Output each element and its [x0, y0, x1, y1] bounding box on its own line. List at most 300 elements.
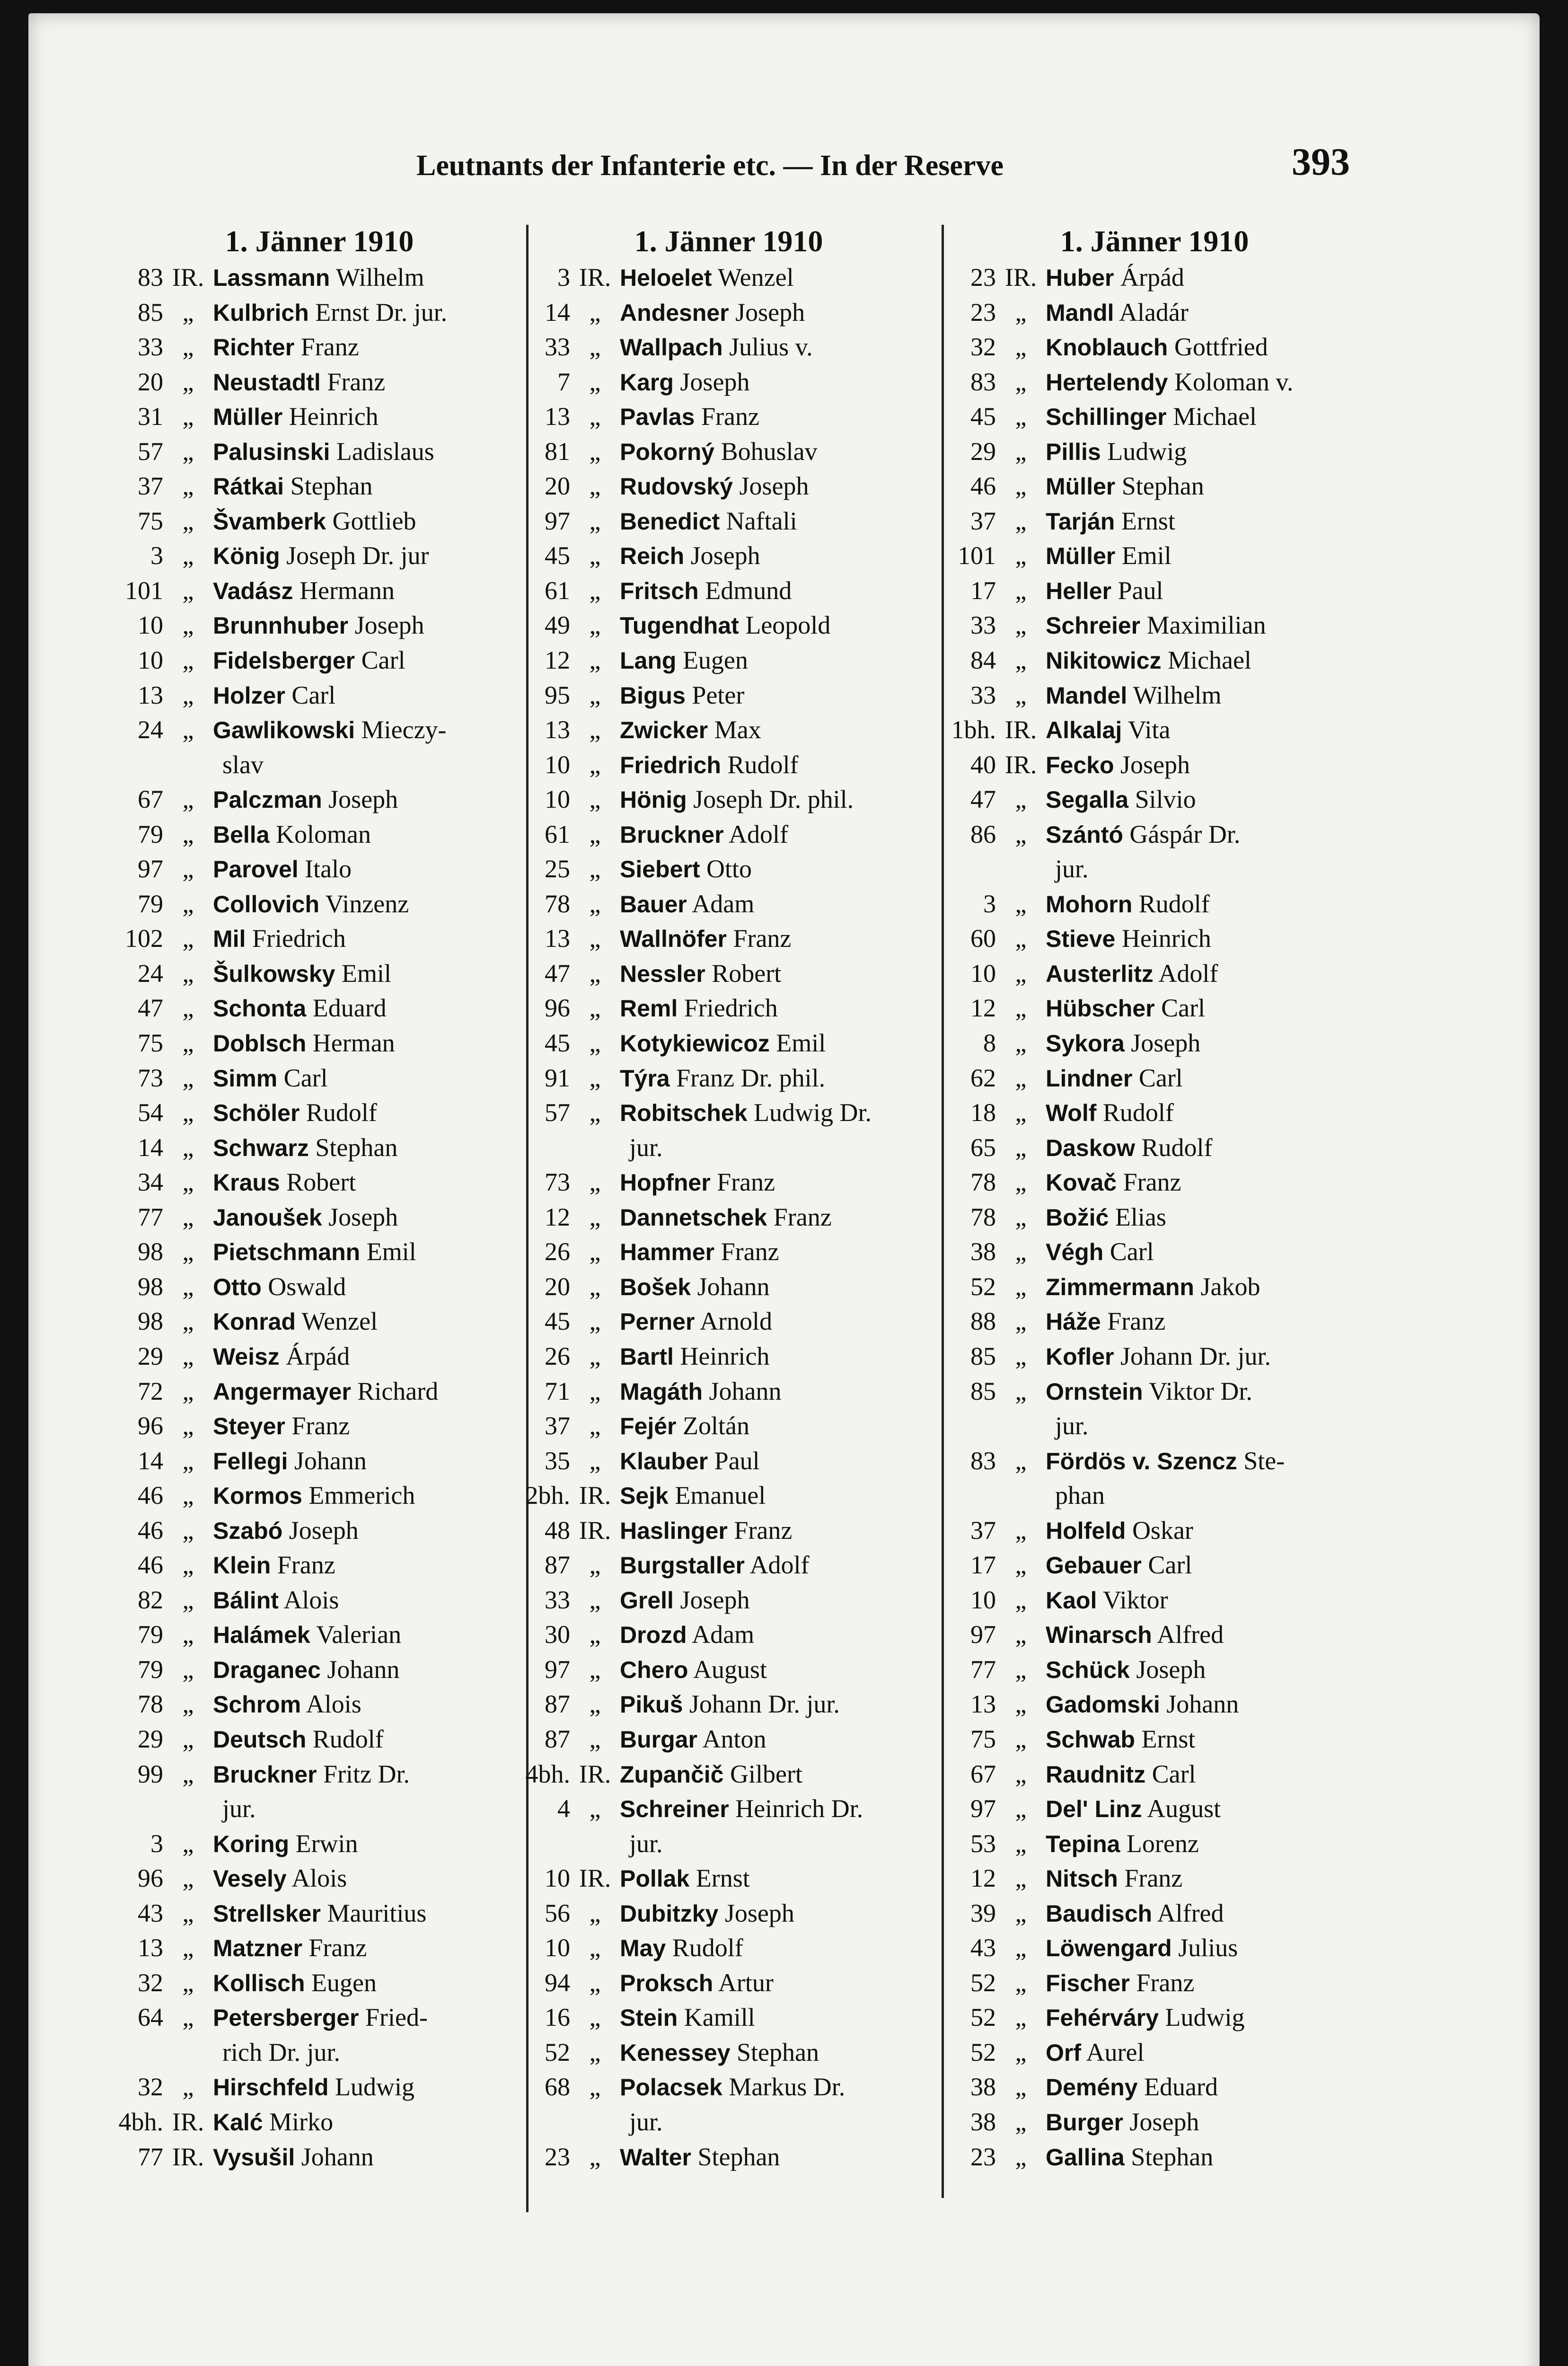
regiment-number: 10 [545, 750, 570, 779]
regiment-number: 96 [138, 1864, 163, 1893]
given-name: Johann [320, 1655, 400, 1684]
given-name: Julius [1172, 1933, 1238, 1962]
list-item [114, 1095, 525, 1130]
unit-mark: „ [589, 2038, 601, 2066]
regiment-number: 40 [970, 750, 996, 779]
given-name: Mirko [263, 2107, 334, 2136]
surname: Gadomski [1046, 1691, 1160, 1718]
given-name: Joseph [348, 611, 424, 640]
given-name: jur. [629, 1829, 663, 1858]
regiment-number: 101 [958, 541, 996, 570]
list-item [520, 1513, 937, 1548]
regiment-number: 46 [138, 1481, 163, 1510]
given-name: Paul [1111, 576, 1163, 605]
surname: Háže [1046, 1308, 1101, 1335]
regiment-number: 98 [138, 1307, 163, 1336]
given-name: Carl [285, 680, 336, 709]
surname: Andesner [620, 299, 729, 326]
regiment-number: 64 [138, 2003, 163, 2032]
regiment-number: 52 [970, 1272, 996, 1301]
surname: Zimmermann [1046, 1273, 1194, 1300]
unit-mark: „ [182, 333, 194, 362]
surname: Hirschfeld [213, 2074, 329, 2101]
given-name: Eduard [1137, 2073, 1218, 2101]
list-item [520, 921, 937, 956]
surname: Hönig [620, 786, 687, 813]
unit-mark: „ [1015, 2003, 1027, 2032]
unit-mark: „ [182, 1620, 194, 1649]
given-name: Ludwig [1159, 2003, 1245, 2032]
unit-mark: „ [182, 1342, 194, 1370]
list-item [520, 1861, 937, 1896]
regiment-number: 32 [138, 1968, 163, 1997]
surname: Mandel [1046, 682, 1128, 709]
surname: Vadász [213, 577, 293, 604]
given-name: Wilhelm [330, 263, 424, 291]
list-item [946, 399, 1363, 434]
unit-mark: IR. [1004, 715, 1037, 744]
list-item [114, 2140, 525, 2175]
given-name: Johann Dr. jur. [1114, 1342, 1271, 1370]
regiment-number: 71 [545, 1377, 570, 1405]
list-item [946, 1061, 1363, 1096]
unit-mark: „ [1015, 1724, 1027, 1753]
surname: Bartl [620, 1343, 674, 1370]
unit-mark: „ [1015, 1690, 1027, 1719]
list-item [520, 1130, 937, 1165]
regiment-number: 23 [970, 263, 996, 291]
regiment-number: 46 [138, 1551, 163, 1580]
given-name: jur. [222, 1794, 256, 1823]
surname: Janoušek [213, 1204, 322, 1231]
given-name: Edmund [698, 576, 792, 605]
regiment-number: 75 [138, 506, 163, 535]
given-name: Johann [691, 1272, 770, 1301]
given-name: August [1142, 1794, 1221, 1823]
unit-mark: „ [1015, 646, 1027, 675]
given-name: Rudolf [1096, 1098, 1174, 1127]
surname: Bauer [620, 891, 687, 918]
unit-mark: „ [1015, 1968, 1027, 1997]
regiment-number: 78 [970, 1202, 996, 1231]
unit-mark: „ [589, 959, 601, 988]
regiment-number: 45 [545, 1307, 570, 1336]
given-name: jur. [1055, 1412, 1089, 1440]
regiment-number: 43 [138, 1898, 163, 1927]
list-item [520, 1652, 937, 1687]
regiment-number: 12 [545, 1202, 570, 1231]
surname: Szántó [1046, 821, 1123, 848]
given-name: Silvio [1128, 785, 1196, 814]
regiment-number: 97 [970, 1794, 996, 1823]
regiment-number: 13 [970, 1690, 996, 1719]
given-name: Fritz Dr. [317, 1759, 410, 1788]
surname: Pillis [1046, 438, 1101, 465]
regiment-number: 78 [970, 1168, 996, 1197]
given-name: Franz [695, 402, 759, 431]
given-name: Carl [355, 646, 405, 675]
surname: Tarján [1046, 508, 1115, 535]
given-name: Joseph [1123, 2107, 1199, 2136]
unit-mark: „ [1015, 680, 1027, 709]
given-name: Rudolf [1132, 889, 1210, 918]
given-name: Alois [301, 1690, 361, 1719]
surname: Rátkai [213, 473, 284, 500]
list-item [114, 1757, 525, 1792]
list-item [114, 1130, 525, 1165]
given-name: Joseph [322, 785, 398, 814]
list-item [114, 574, 525, 609]
surname: Bálint [213, 1587, 279, 1614]
regiment-number: 77 [970, 1655, 996, 1684]
unit-mark: „ [182, 994, 194, 1023]
surname: Dannetschek [620, 1204, 767, 1231]
regiment-number: 33 [970, 680, 996, 709]
list-item [114, 330, 525, 365]
unit-mark: „ [1015, 1759, 1027, 1788]
surname: Stieve [1046, 926, 1116, 953]
surname: Šulkowsky [213, 960, 335, 987]
surname: Wallpach [620, 334, 723, 361]
given-name: Paul [708, 1446, 760, 1475]
list-item [114, 1931, 525, 1966]
given-name: Max [708, 715, 761, 744]
unit-mark: „ [589, 1446, 601, 1475]
regiment-number: 60 [970, 924, 996, 953]
list-item [114, 1478, 525, 1513]
surname: Doblsch [213, 1030, 307, 1057]
unit-mark: „ [1015, 506, 1027, 535]
regiment-number: 38 [970, 1237, 996, 1266]
list-item [946, 295, 1363, 330]
surname: Konrad [213, 1308, 296, 1335]
surname: Holfeld [1046, 1517, 1126, 1544]
surname: Nikitowicz [1046, 647, 1162, 674]
surname: Schonta [213, 995, 307, 1022]
list-item [520, 1026, 937, 1061]
given-name: Adolf [1153, 959, 1218, 988]
given-name: Franz [1101, 1307, 1166, 1336]
list-item [520, 713, 937, 748]
given-name: Wenzel [296, 1307, 378, 1336]
regiment-number: 4bh. [118, 2107, 163, 2136]
unit-mark: „ [1015, 576, 1027, 605]
list-item [520, 678, 937, 713]
regiment-number: 12 [970, 1864, 996, 1893]
list-item [520, 2035, 937, 2070]
regiment-number: 43 [970, 1933, 996, 1962]
regiment-number: 10 [970, 959, 996, 988]
list-item [114, 817, 525, 852]
unit-mark: „ [182, 1829, 194, 1858]
surname: Heller [1046, 577, 1111, 604]
list-item [114, 2000, 525, 2035]
given-name: Stephan [1124, 2142, 1214, 2171]
list-item [946, 1652, 1363, 1687]
unit-mark: „ [589, 1585, 601, 1614]
list-item [946, 887, 1363, 922]
list-item [946, 1444, 1363, 1479]
unit-mark: „ [589, 298, 601, 327]
surname: Vesely [213, 1865, 287, 1892]
given-name: Carl [1132, 1063, 1183, 1092]
list-item [520, 1757, 937, 1792]
given-name: Stephan [284, 472, 373, 501]
unit-mark: „ [589, 2003, 601, 2032]
surname: Ornstein [1046, 1378, 1143, 1405]
regiment-number: 85 [970, 1342, 996, 1370]
unit-mark: „ [589, 1098, 601, 1127]
surname: Pollak [620, 1865, 690, 1892]
unit-mark: „ [1015, 924, 1027, 953]
unit-mark: „ [182, 1516, 194, 1545]
list-item [946, 1548, 1363, 1583]
surname: Reml [620, 995, 678, 1022]
regiment-number: 87 [545, 1724, 570, 1753]
unit-mark: „ [589, 1551, 601, 1580]
unit-mark: IR. [579, 263, 611, 291]
regiment-number: 45 [970, 402, 996, 431]
surname: Deutsch [213, 1726, 307, 1753]
unit-mark: „ [182, 1412, 194, 1440]
surname: Stein [620, 2004, 678, 2031]
unit-mark: „ [589, 1933, 601, 1962]
surname: Kraus [213, 1169, 280, 1196]
given-name: Franz [727, 1516, 793, 1545]
list-item [114, 782, 525, 817]
given-name: Joseph Dr. jur [280, 541, 429, 570]
surname: Gawlikowski [213, 717, 355, 744]
regiment-number: 88 [970, 1307, 996, 1336]
unit-mark: „ [182, 959, 194, 988]
unit-mark: „ [589, 994, 601, 1023]
unit-mark: „ [182, 680, 194, 709]
list-item [114, 956, 525, 991]
regiment-number: 37 [970, 506, 996, 535]
list-item [520, 1583, 937, 1618]
regiment-number: 62 [970, 1063, 996, 1092]
regiment-number: 37 [138, 472, 163, 501]
regiment-number: 79 [138, 820, 163, 848]
list-item [114, 1513, 525, 1548]
list-item [946, 1617, 1363, 1652]
regiment-number: 47 [970, 785, 996, 814]
regiment-number: 86 [970, 820, 996, 848]
list-item [114, 921, 525, 956]
surname: Klauber [620, 1448, 708, 1474]
regiment-number: 83 [970, 1446, 996, 1475]
given-name: Franz [294, 333, 359, 362]
given-name: Adolf [744, 1551, 810, 1580]
surname: Rudovský [620, 473, 733, 500]
unit-mark: „ [589, 472, 601, 501]
surname: Schwarz [213, 1134, 309, 1161]
unit-mark: „ [1015, 889, 1027, 918]
regiment-number: 78 [545, 889, 570, 918]
unit-mark: „ [1015, 1237, 1027, 1266]
surname: Palczman [213, 786, 322, 813]
surname: Sykora [1046, 1030, 1125, 1057]
unit-mark: IR. [172, 263, 204, 291]
unit-mark: „ [1015, 333, 1027, 362]
regiment-number: 102 [125, 924, 163, 953]
unit-mark: IR. [579, 1759, 611, 1788]
regiment-number: 10 [138, 646, 163, 675]
given-name: Jakob [1194, 1272, 1260, 1301]
surname: Strellsker [213, 1900, 321, 1927]
surname: Nessler [620, 960, 705, 987]
regiment-number: 18 [970, 1098, 996, 1127]
unit-mark: „ [589, 1307, 601, 1336]
given-name: Viktor [1097, 1585, 1168, 1614]
regiment-number: 29 [138, 1724, 163, 1753]
surname: Fischer [1046, 1969, 1130, 1996]
unit-mark: „ [1015, 1655, 1027, 1684]
unit-mark: „ [182, 1237, 194, 1266]
surname: Fehérváry [1046, 2004, 1159, 2031]
unit-mark: „ [182, 1098, 194, 1127]
list-item [114, 1339, 525, 1374]
regiment-number: 96 [545, 994, 570, 1023]
surname: Mandl [1046, 299, 1114, 326]
surname: Lindner [1046, 1065, 1133, 1092]
given-name: Naftali [720, 506, 797, 535]
surname: Halámek [213, 1622, 310, 1649]
unit-mark: „ [589, 1168, 601, 1197]
list-item [520, 1339, 937, 1374]
surname: Mohorn [1046, 891, 1133, 918]
list-item [114, 260, 525, 295]
surname: Vysušil [213, 2144, 295, 2171]
list-item [946, 1722, 1363, 1757]
list-item [114, 1617, 525, 1652]
list-item [114, 713, 525, 748]
list-item [946, 1270, 1363, 1305]
list-item [946, 748, 1363, 783]
list-item [946, 1200, 1363, 1235]
list-item [114, 1026, 525, 1061]
column-rows [520, 260, 937, 2174]
regiment-number: 46 [970, 472, 996, 501]
unit-mark: „ [1015, 1551, 1027, 1580]
unit-mark: „ [182, 367, 194, 396]
surname: Friedrich [620, 751, 721, 778]
surname: Angermayer [213, 1378, 351, 1405]
given-name: Herman [306, 1029, 395, 1058]
regiment-number: 10 [138, 611, 163, 640]
list-item [520, 2105, 937, 2140]
unit-mark: „ [1015, 994, 1027, 1023]
list-item [520, 991, 937, 1026]
given-name: Joseph [673, 1585, 750, 1614]
list-item [114, 1200, 525, 1235]
surname: Sejk [620, 1483, 669, 1510]
column-rows [114, 260, 525, 2174]
regiment-number: 52 [545, 2038, 570, 2066]
regiment-number: 16 [545, 2003, 570, 2032]
list-item [520, 1200, 937, 1235]
regiment-number: 17 [970, 576, 996, 605]
surname: Végh [1046, 1239, 1104, 1266]
regiment-number: 97 [970, 1620, 996, 1649]
list-item [520, 399, 937, 434]
list-item [520, 504, 937, 539]
surname: Schück [1046, 1656, 1130, 1683]
list-item [946, 1409, 1363, 1444]
unit-mark: „ [589, 2073, 601, 2101]
given-name: Ernst [1115, 506, 1175, 535]
surname: Kovač [1046, 1169, 1117, 1196]
regiment-number: 57 [545, 1098, 570, 1127]
unit-mark: „ [1015, 402, 1027, 431]
regiment-number: 67 [138, 785, 163, 814]
given-name: Árpád [279, 1342, 350, 1370]
surname: Burgar [620, 1726, 697, 1753]
list-item [946, 1339, 1363, 1374]
unit-mark: „ [1015, 1620, 1027, 1649]
list-item [114, 1583, 525, 1618]
regiment-number: 97 [138, 855, 163, 883]
surname: Benedict [620, 508, 720, 535]
surname: Brunnhuber [213, 612, 349, 639]
regiment-number: 46 [138, 1516, 163, 1545]
regiment-number: 3 [983, 889, 996, 918]
given-name: Johann [295, 2142, 374, 2171]
regiment-number: 13 [545, 924, 570, 953]
surname: Müller [213, 404, 283, 431]
given-name: Carl [1141, 1551, 1192, 1580]
surname: Gallina [1046, 2144, 1125, 2171]
unit-mark: „ [1015, 472, 1027, 501]
list-item [114, 1304, 525, 1339]
given-name: Rudolf [1135, 1133, 1213, 1162]
surname: Burger [1046, 2109, 1123, 2136]
list-item [520, 365, 937, 400]
list-item [946, 469, 1363, 504]
list-item [946, 2105, 1363, 2140]
unit-mark: IR. [172, 2107, 204, 2136]
surname: Proksch [620, 1969, 714, 1996]
surname: König [213, 543, 280, 570]
list-item [520, 1165, 937, 1200]
given-name: Ste- [1237, 1446, 1285, 1475]
list-item [114, 887, 525, 922]
given-name: Robert [705, 959, 782, 988]
given-name: Franz Dr. phil. [669, 1063, 826, 1092]
unit-mark: „ [182, 298, 194, 327]
column-3 [946, 222, 1363, 2174]
given-name: Joseph Dr. phil. [687, 785, 854, 814]
regiment-number: 33 [970, 611, 996, 640]
list-item [520, 1235, 937, 1270]
unit-mark: „ [182, 715, 194, 744]
regiment-number: 33 [138, 333, 163, 362]
regiment-number: 87 [545, 1551, 570, 1580]
regiment-number: 52 [970, 2003, 996, 2032]
list-item [520, 1095, 937, 1130]
surname: Nitsch [1046, 1865, 1118, 1892]
given-name: Alfred [1152, 1898, 1224, 1927]
regiment-number: 23 [970, 2142, 996, 2171]
regiment-number: 78 [138, 1690, 163, 1719]
given-name: Leopold [739, 611, 831, 640]
regiment-number: 77 [138, 1202, 163, 1231]
given-name: Robert [280, 1168, 356, 1197]
unit-mark: „ [589, 611, 601, 640]
given-name: Emmerich [302, 1481, 415, 1510]
unit-mark: „ [1015, 2073, 1027, 2101]
unit-mark: „ [1015, 298, 1027, 327]
